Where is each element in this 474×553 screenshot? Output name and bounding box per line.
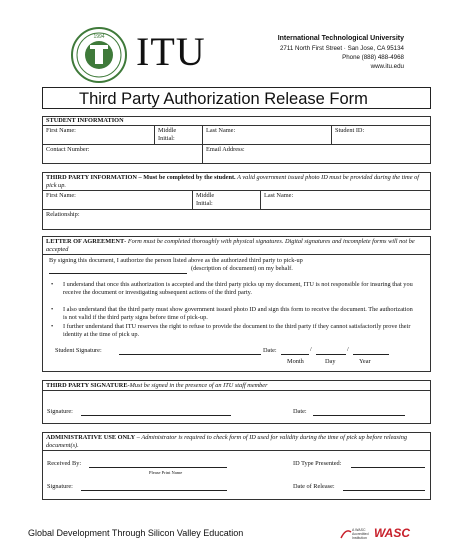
date-month-input[interactable] [281, 354, 309, 355]
date-of-release-label: Date of Release: [293, 483, 335, 490]
third-party-last-name-field[interactable] [261, 191, 430, 210]
third-party-date-input[interactable] [313, 415, 405, 416]
student-info-heading: STUDENT INFORMATION [43, 117, 430, 126]
day-label: Day [325, 358, 336, 365]
third-party-info-heading: THIRD PARTY INFORMATION – Must be completed by the student. A valid government issued photo ID must be provided during the time of pick up. [43, 173, 430, 191]
contact-number-label: Contact Number: [46, 146, 90, 153]
third-party-signature-heading: THIRD PARTY SIGNATURE-Must be signed in the presence of an ITU staff member [43, 381, 430, 391]
received-by-label: Received By: [47, 460, 82, 467]
date-day-input[interactable] [316, 354, 346, 355]
third-party-signature-section [42, 380, 431, 424]
third-party-middle-initial-field[interactable] [193, 191, 261, 210]
student-info-section [42, 116, 431, 164]
bullet-1-marker: • [51, 281, 54, 288]
student-id-field[interactable] [332, 126, 430, 145]
agreement-section [42, 236, 431, 372]
last-name-label: Last Name: [206, 127, 236, 134]
date-year-input[interactable] [353, 354, 389, 355]
seal-year: 1994 [93, 34, 105, 40]
third-party-first-name-field[interactable] [43, 191, 193, 210]
university-website[interactable]: www.itu.edu [370, 63, 404, 70]
third-party-relationship-field[interactable] [43, 210, 430, 229]
admin-signature-label: Signature: [47, 483, 73, 490]
tp-date-label: Date: [293, 408, 307, 415]
university-name: International Technological University [277, 35, 404, 42]
wasc-logo-text: WASC [374, 526, 410, 540]
middle-label: Middle [158, 127, 177, 134]
agreement-intro: By signing this document, I authorize the person listed above as the authorized third party to pick-up [49, 257, 303, 264]
student-email-field[interactable] [203, 145, 430, 163]
tp-middle-label: Middle [196, 192, 215, 199]
agreement-bullet-2: I also understand that the third party must show government issued photo ID and sign this form to receive the document. The authorization is not valid if the third party signs before time of pick-up. [63, 306, 413, 321]
student-middle-initial-field[interactable] [155, 126, 203, 145]
date-slash-2: / [347, 346, 349, 353]
student-signature-input[interactable] [119, 354, 261, 355]
student-first-name-field[interactable] [43, 126, 155, 145]
admin-signature-input[interactable] [81, 490, 227, 491]
document-description-label: (description of document) on my behalf. [191, 265, 293, 272]
agreement-bullet-1: I understand that once this authorization is accepted and the third party picks up my document, ITU is not responsible for insuring that you receive the document or investigating subsequent actions of the third party. [63, 281, 413, 296]
id-type-label: ID Type Presented: [293, 460, 342, 467]
student-contact-field[interactable] [43, 145, 203, 163]
bullet-2-marker: • [51, 306, 54, 313]
initial-label: Initial: [158, 135, 175, 142]
logo-text: ITU [136, 29, 206, 74]
wasc-accredited-text: A WASC Accredited Institution [352, 528, 369, 540]
university-street: 2711 North First Street · San Jose, CA 95134 [279, 45, 404, 52]
third-party-signature-input[interactable] [81, 415, 231, 416]
tp-last-name-label: Last Name: [264, 192, 294, 199]
form-title: Third Party Authorization Release Form [42, 87, 431, 109]
wasc-swoosh-icon [340, 528, 352, 540]
bullet-3-marker: • [51, 323, 54, 330]
year-label: Year [359, 358, 371, 365]
received-by-input[interactable] [89, 467, 227, 468]
wasc-badge [340, 526, 410, 542]
third-party-info-section [42, 172, 431, 230]
id-type-input[interactable] [351, 467, 425, 468]
university-seal-icon [70, 26, 128, 84]
print-name-hint: Please Print Name [149, 470, 183, 475]
relationship-label: Relationship: [46, 211, 80, 218]
tp-first-name-label: First Name: [46, 192, 76, 199]
footer-tagline: Global Development Through Silicon Valley Education [28, 528, 244, 538]
agreement-bullet-3: I further understand that ITU reserves the right to refuse to provide the document to the third party if they cannot satisfactorily prove their identity at the time of pick up. [63, 323, 411, 338]
tp-initial-label: Initial: [196, 200, 213, 207]
agreement-heading: LETTER OF AGREEMENT- Form must be completed thoroughly with physical signatures. Digital signatures and incomplete forms will not be accepted [43, 237, 430, 255]
agreement-date-label: Date: [263, 347, 277, 354]
date-slash-1: / [310, 346, 312, 353]
date-of-release-input[interactable] [343, 490, 425, 491]
month-label: Month [287, 358, 304, 365]
admin-heading: ADMINISTRATIVE USE ONLY – Administrator is required to check form of ID used for validity during the time of pick up before releasing document(s). [43, 433, 430, 451]
first-name-label: First Name: [46, 127, 76, 134]
email-label: Email Address: [206, 146, 245, 153]
admin-section [42, 432, 431, 500]
student-signature-label: Student Signature: [55, 347, 102, 354]
university-phone: Phone (888) 488-4968 [342, 54, 404, 61]
student-last-name-field[interactable] [203, 126, 332, 145]
student-id-label: Student ID: [335, 127, 365, 134]
tp-signature-label: Signature: [47, 408, 73, 415]
document-description-input[interactable] [49, 273, 187, 274]
